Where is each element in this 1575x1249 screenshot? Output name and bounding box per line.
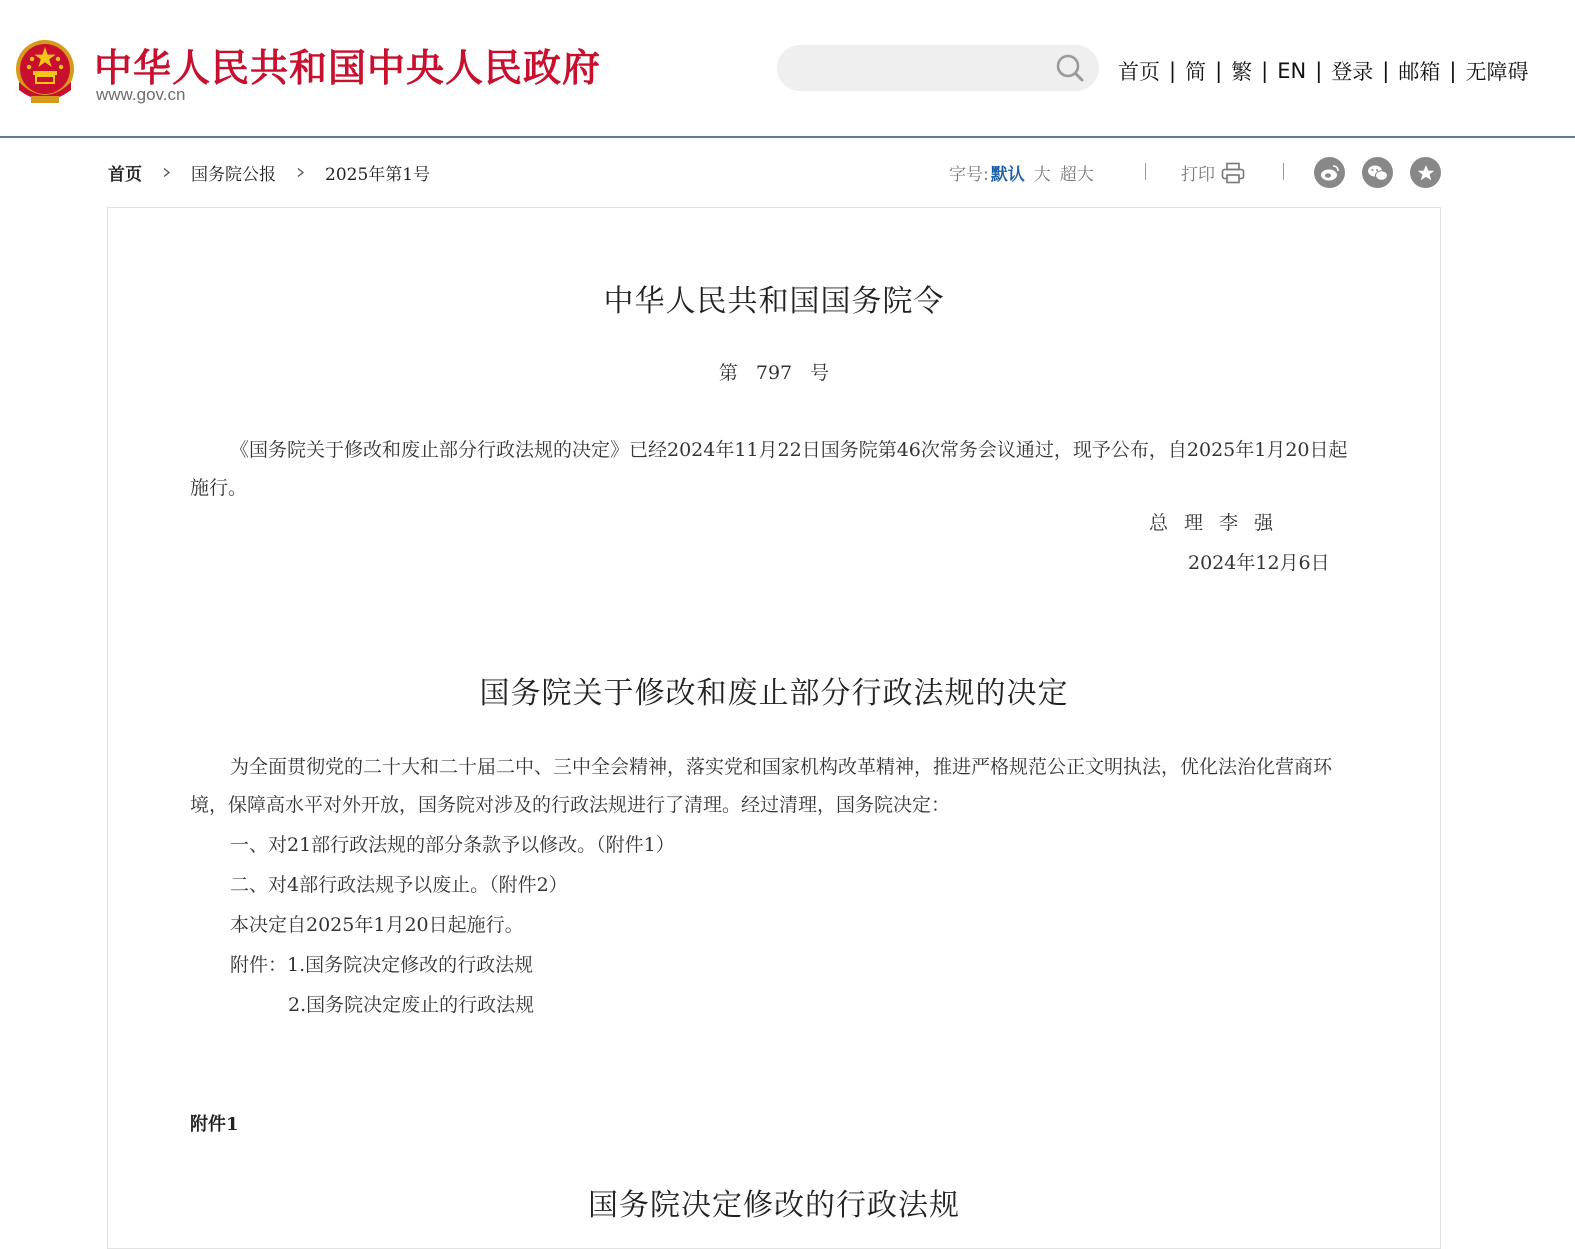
header-divider [0,136,1575,138]
nav-separator: | [1261,59,1269,83]
print-label: 打印 [1181,165,1215,185]
printer-icon [1221,162,1245,184]
attachment-link-1[interactable]: 附件：1.国务院决定修改的行政法规 [230,954,534,976]
nav-separator: | [1382,59,1390,83]
appendix-label: 附件1 [190,1114,239,1135]
breadcrumb [108,160,430,185]
decision-title: 国务院关于修改和废止部分行政法规的决定 [479,676,1069,711]
order-text: 《国务院关于修改和废止部分行政法规的决定》已经2024年11月22日国务院第46次常务会议通过，现予公布，自2025年1月20日起施行。 [190,439,1348,499]
breadcrumb-issue[interactable]: 2025年第1号 [325,165,431,185]
breadcrumb-home[interactable]: 首页 [108,165,142,185]
search-input[interactable] [797,55,1051,83]
print-button[interactable] [1181,160,1245,185]
font-size-xlarge[interactable]: 超大 [1059,165,1094,185]
effective-date-text: 本决定自2025年1月20日起施行。 [230,914,524,936]
search-icon[interactable] [1054,52,1086,84]
chevron-right-icon [162,168,171,177]
search-box [777,45,1099,91]
top-nav [1118,56,1528,86]
favorite-button[interactable] [1410,157,1441,188]
decision-intro: 为全面贯彻党的二十大和二十届二中、三中全会精神，落实党和国家机构改革精神，推进严格规范公正文明执法，优化法治化营商环境，保障高水平对外开放，国务院对涉及的行政法规进行了清理。经过清理，国务院决定： [190,756,1333,816]
nav-mailbox[interactable]: 邮箱 [1398,60,1441,84]
toolbar-divider [1145,163,1146,180]
wechat-icon [1367,164,1389,182]
nav-separator: | [1215,59,1223,83]
order-title: 中华人民共和国国务院令 [603,284,945,319]
article-body [107,207,1441,1249]
decision-item-amend: 一、对21部行政法规的部分条款予以修改。（附件1） [230,834,675,856]
font-size-label: 字号: [949,165,989,185]
nav-home[interactable]: 首页 [1118,60,1160,84]
order-number: 第 797 号 [718,362,830,384]
site-url[interactable]: www.gov.cn [96,85,186,104]
toolbar-divider [1283,163,1284,180]
nav-separator: | [1315,59,1323,83]
font-size-default[interactable]: 默认 [990,165,1025,185]
nav-accessibility[interactable]: 无障碍 [1465,60,1529,84]
weibo-icon [1320,164,1340,182]
nav-separator: | [1449,59,1457,83]
premier-signature: 总 理 李 强 [1149,512,1274,534]
share-wechat-button[interactable] [1362,157,1393,188]
chevron-right-icon [296,168,305,177]
star-icon [1417,164,1435,182]
national-emblem-logo[interactable] [13,38,77,106]
site-title[interactable]: 中华人民共和国中央人民政府 [94,46,602,90]
nav-separator: | [1169,59,1177,83]
font-size-large[interactable]: 大 [1033,165,1051,185]
share-weibo-button[interactable] [1314,157,1345,188]
site-header [0,0,1575,137]
nav-traditional[interactable]: 繁 [1231,60,1253,84]
font-size-switcher [949,160,1094,185]
nav-simplified[interactable]: 简 [1185,60,1207,84]
decision-item-repeal: 二、对4部行政法规予以废止。（附件2） [230,874,568,896]
nav-login[interactable]: 登录 [1331,60,1374,84]
attachment-link-2[interactable]: 2.国务院决定废止的行政法规 [288,994,535,1016]
breadcrumb-section[interactable]: 国务院公报 [191,165,276,185]
sign-date: 2024年12月6日 [1188,552,1330,574]
annex-title: 国务院决定修改的行政法规 [588,1188,960,1223]
nav-english[interactable]: EN [1277,59,1307,83]
